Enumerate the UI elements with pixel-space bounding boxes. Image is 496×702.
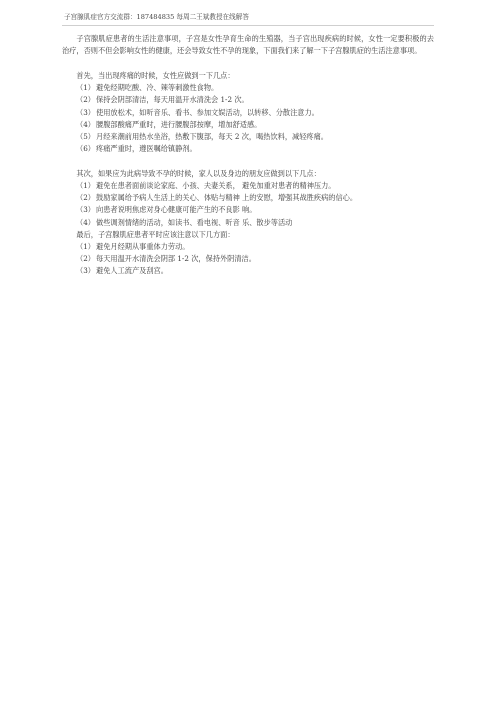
list-item-number: （5） — [76, 131, 95, 141]
list-item — [62, 217, 434, 229]
list-item-text: 向患者说明焦虑对身心健康可能产生的不良影 响。 — [96, 205, 257, 215]
list-item — [62, 143, 434, 155]
list-item — [62, 204, 434, 216]
paragraph-gap — [62, 57, 434, 70]
list-item-text: 保持会阴部清洁，每天用温开水清洗会 1-2 次。 — [96, 95, 249, 105]
list-item-text: 避免在患者面前谈论家庭、小孩、夫妻关系， 避免加重对患者的精神压力。 — [96, 181, 336, 191]
list-item-number: （1） — [76, 242, 95, 252]
list-item — [62, 82, 434, 94]
list-item-number: （1） — [76, 181, 95, 191]
section2-lead: 其次，如果应为此病导致不孕的时候，家人以及身边的朋友应做到以下几点： — [76, 168, 321, 178]
list-item — [62, 180, 434, 192]
list-item — [62, 192, 434, 204]
section1-lead: 首先，当出现疼痛的时候，女性应做到一下几点： — [76, 70, 235, 80]
list-item-number: （6） — [76, 144, 95, 154]
list-item — [62, 131, 434, 143]
list-item-text: 使用放松术，如听音乐、看书、参加文娱活动，以转移、分散注意力。 — [96, 107, 319, 117]
list-item-text: 做些调剂情绪的活动，如读书、看电视、听音 乐、散步等活动 — [96, 217, 293, 227]
list-item — [62, 265, 434, 277]
page-header: 子宫腺肌症官方交流群：187484835 每周二王斌教授在线解答 — [64, 13, 249, 21]
list-item-text: 每天用温开水清洗会阴部 1-2 次，保持外阴清洁。 — [96, 254, 256, 264]
document-body — [62, 33, 434, 278]
list-item-number: （2） — [76, 95, 95, 105]
list-item-text: 避免人工流产及刮宫。 — [96, 266, 168, 276]
list-item-text: 月经来潮前用热水坐浴，热敷下腹部，每天 2 次，喝热饮料，减轻疼痛。 — [96, 131, 328, 141]
intro-paragraph: 子宫腺肌症患者的生活注意事项，子宫是女性孕育生命的生殖器，当子宫出现疾病的时候，女性一定要积极的去治疗，否则不但会影响女性的健康，还会导致女性不孕的现象，下面我们来了解一下子宫腺肌症的生活注意事项。 — [62, 34, 434, 56]
list-item-number: （4） — [76, 119, 95, 129]
list-item — [62, 253, 434, 265]
list-item — [62, 107, 434, 119]
list-item-number: （1） — [76, 83, 95, 93]
list-item — [62, 119, 434, 131]
paragraph-gap — [62, 155, 434, 168]
list-item-text: 避免月经期从事重体力劳动。 — [96, 242, 190, 252]
header-divider — [62, 25, 434, 26]
list-item-number: （4） — [76, 217, 95, 227]
list-item-text: 疼痛严重时，遵医嘱给镇静剂。 — [96, 144, 197, 154]
section3-lead: 最后，子宫腺肌症患者平时应该注意以下几方面： — [76, 229, 235, 239]
list-item — [62, 241, 434, 253]
list-item-number: （3） — [76, 205, 95, 215]
list-item-text: 鼓励家属给予病人生活上的关心、体贴与精神 上的安慰，增强其战胜疾病的信心。 — [96, 193, 358, 203]
list-item-number: （2） — [76, 193, 95, 203]
list-item-text: 腰腹部酸痛严重时，进行腰腹部按摩，增加舒适感。 — [96, 119, 262, 129]
list-item-number: （3） — [76, 107, 95, 117]
list-item — [62, 94, 434, 106]
list-item-text: 避免经期吃酸、冷、辣等刺激性食物。 — [96, 83, 219, 93]
list-item-number: （3） — [76, 266, 95, 276]
list-item-number: （2） — [76, 254, 95, 264]
